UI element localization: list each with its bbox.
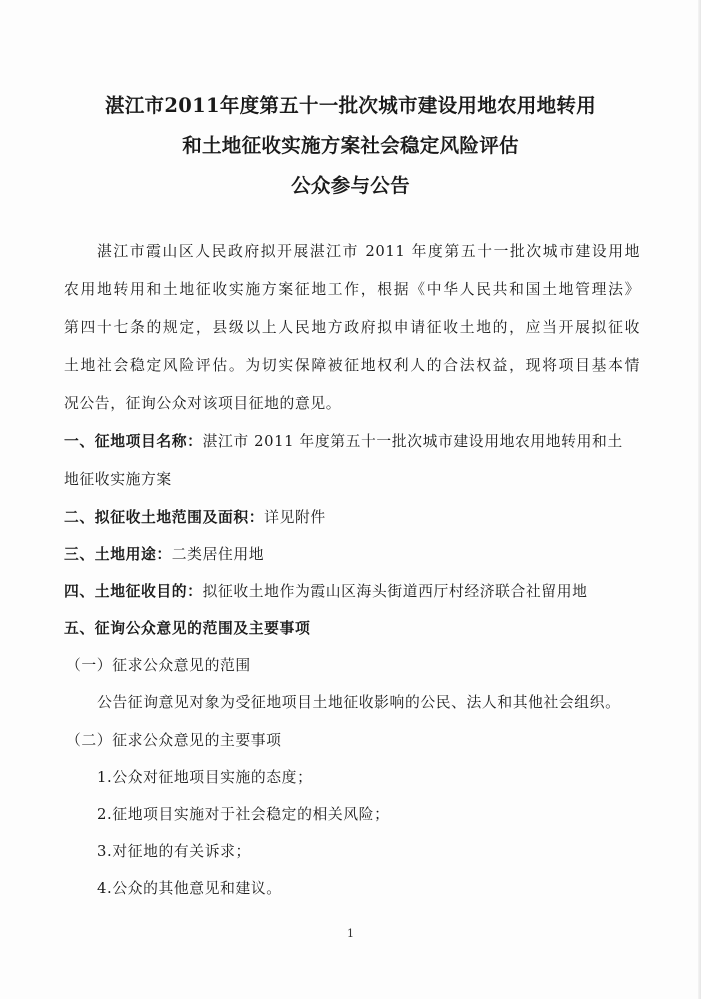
intro-line-4: 土地社会稳定风险评估。为切实保障被征地权利人的合法权益，现将项目基本情 [64, 357, 640, 374]
intro-line-5: 况公告，征询公众对该项目征地的意见。 [64, 395, 342, 412]
section-2-label: 二、拟征收土地范围及面积： [64, 509, 265, 526]
subsection-1-text: 公告征询意见对象为受征地项目土地征收影响的公民、法人和其他社会组织。 [97, 694, 621, 711]
list-item: 1.公众对征地项目实施的态度； [97, 769, 313, 786]
list-item: 2.征地项目实施对于社会稳定的相关风险； [97, 806, 390, 823]
section-2-text: 详见附件 [264, 509, 326, 526]
section-1-continued: 地征收实施方案 [64, 471, 172, 488]
section-1-text: 湛江市 2011 年度第五十一批次城市建设用地农用地转用和土 [202, 433, 623, 450]
section-1 [64, 430, 623, 451]
intro-line-2: 农用地转用和土地征收实施方案征地工作，根据《中华人民共和国土地管理法》 [64, 281, 640, 298]
section-4 [64, 580, 588, 601]
section-4-text: 拟征收土地作为霞山区海头街道西厅村经济联合社留用地 [202, 583, 588, 600]
section-3 [64, 543, 264, 564]
title-line-1: 湛江市2011年度第五十一批次城市建设用地农用地转用 [104, 94, 597, 117]
intro-line-1: 湛江市霞山区人民政府拟开展湛江市 2011 年度第五十一批次城市建设用地 [97, 243, 640, 260]
section-1-label: 一、征地项目名称： [64, 433, 203, 450]
list-item: 3.对征地的有关诉求； [97, 843, 251, 860]
section-4-label: 四、土地征收目的： [64, 583, 203, 600]
list-item: 4.公众的其他意见和建议。 [97, 880, 282, 897]
title-line-2: 和土地征收实施方案社会稳定风险评估 [182, 134, 519, 157]
intro-line-3: 第四十七条的规定，县级以上人民地方政府拟申请征收土地的，应当开展拟征收 [64, 319, 640, 336]
section-3-text: 二类居住用地 [171, 546, 265, 563]
title-line-3: 公众参与公告 [291, 174, 410, 197]
subsection-1-heading: （一）征求公众意见的范围 [66, 657, 251, 674]
page-number: 1 [347, 927, 354, 940]
section-5-heading: 五、征询公众意见的范围及主要事项 [64, 620, 311, 637]
section-3-label: 三、土地用途： [64, 546, 172, 563]
subsection-2-heading: （二）征求公众意见的主要事项 [66, 732, 282, 749]
section-2 [64, 506, 326, 527]
